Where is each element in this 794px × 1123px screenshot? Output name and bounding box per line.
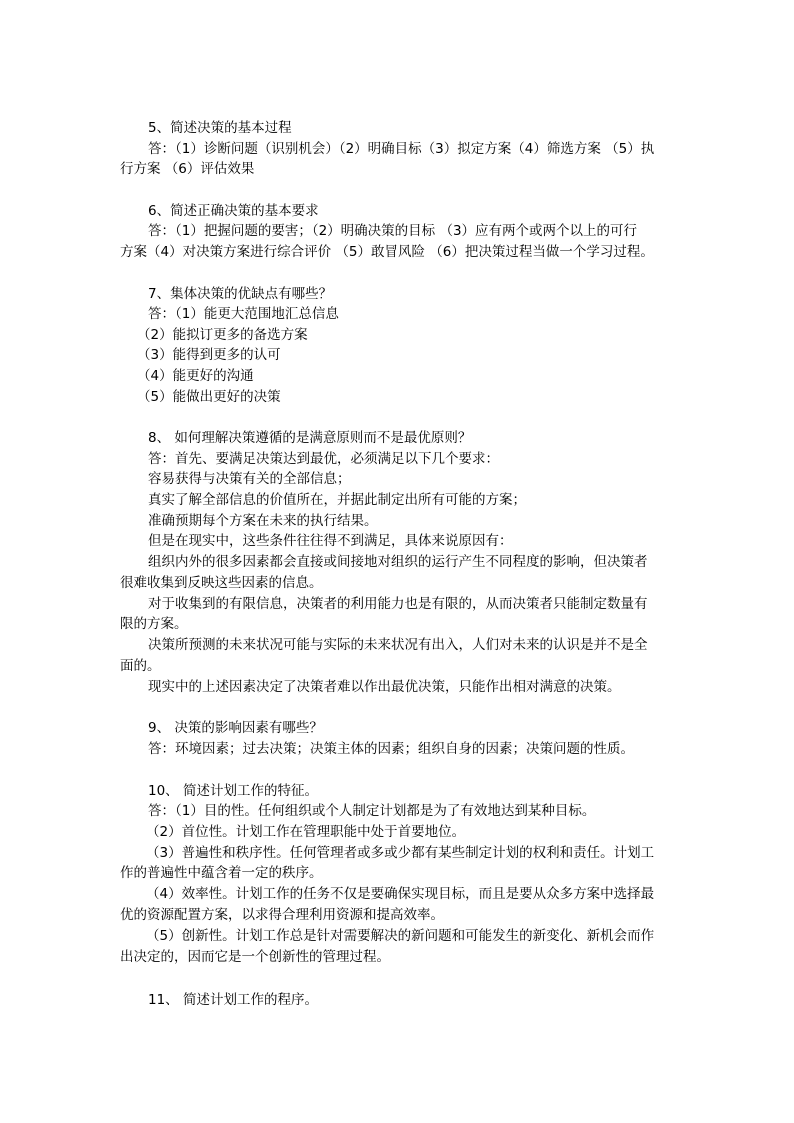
answer-line: 但是在现实中，这些条件往往得不到满足，具体来说原因有： [148, 533, 513, 549]
answer-line: 很难收集到反映这些因素的信息。 [120, 575, 323, 591]
answer-line: 答：（1）把握问题的要害；（2）明确决策的目标 （3）应有两个或两个以上的可行 [148, 223, 638, 239]
question-heading: 9、 决策的影响因素有哪些？ [148, 720, 323, 736]
answer-line: （4）能更好的沟通 [137, 368, 254, 384]
answer-line: 答：（1）诊断问题（识别机会）（2）明确目标（3）拟定方案（4）筛选方案 （5）执 [148, 141, 655, 157]
question-heading: 7、集体决策的优缺点有哪些？ [148, 286, 333, 302]
answer-line: 答：环境因素；过去决策；决策主体的因素；组织自身的因素；决策问题的性质。 [148, 741, 634, 757]
answer-line: 方案（4）对决策方案进行综合评价 （5）敢冒风险 （6）把决策过程当做一个学习过程。 [120, 244, 654, 260]
answer-line: 答：（1）目的性。任何组织或个人制定计划都是为了有效地达到某种目标。 [148, 803, 596, 819]
question-heading: 5、简述决策的基本过程 [148, 120, 292, 136]
question-heading: 8、 如何理解决策遵循的是满意原则而不是最优原则？ [148, 430, 472, 446]
answer-line: 真实了解全部信息的价值所在，并据此制定出所有可能的方案； [148, 492, 526, 508]
answer-line: 面的。 [120, 658, 161, 674]
question-heading: 11、 简述计划工作的程序。 [148, 992, 318, 1008]
answer-line: 决策所预测的未来状况可能与实际的未来状况有出入，人们对未来的认识是并不是全 [148, 637, 648, 653]
answer-line: 作的普遍性中蕴含着一定的秩序。 [120, 865, 323, 881]
answer-line: 现实中的上述因素决定了决策者难以作出最优决策，只能作出相对满意的决策。 [148, 679, 621, 695]
answer-line: 答：（1）能更大范围地汇总信息 [148, 306, 339, 322]
answer-line: 对于收集到的有限信息，决策者的利用能力也是有限的，从而决策者只能制定数量有 [148, 596, 648, 612]
answer-line: （3）能得到更多的认可 [137, 347, 281, 363]
answer-line: 优的资源配置方案，以求得合理利用资源和提高效率。 [120, 907, 444, 923]
answer-line: （5）创新性。计划工作总是针对需要解决的新问题和可能发生的新变化、新机会而作 [146, 928, 655, 944]
answer-line: （2）能拟订更多的备选方案 [137, 327, 308, 343]
answer-line: 限的方案。 [120, 616, 188, 632]
answer-line: 行方案 （6）评估效果 [120, 161, 255, 177]
question-heading: 10、 简述计划工作的特征。 [148, 783, 318, 799]
answer-line: （2）首位性。计划工作在管理职能中处于首要地位。 [146, 824, 466, 840]
answer-line: 容易获得与决策有关的全部信息； [148, 471, 351, 487]
answer-line: 答：首先、要满足决策达到最优，必须满足以下几个要求： [148, 451, 499, 467]
question-heading: 6、简述正确决策的基本要求 [148, 203, 319, 219]
answer-line: 出决定的，因而它是一个创新性的管理过程。 [120, 949, 390, 965]
answer-line: 组织内外的很多因素都会直接或间接地对组织的运行产生不同程度的影响，但决策者 [148, 554, 648, 570]
answer-line: 准确预期每个方案在未来的执行结果。 [148, 513, 378, 529]
answer-line: （5）能做出更好的决策 [137, 389, 281, 405]
answer-line: （3）普遍性和秩序性。任何管理者或多或少都有某些制定计划的权利和责任。计划工 [146, 845, 655, 861]
answer-line: （4）效率性。计划工作的任务不仅是要确保实现目标，而且是要从众多方案中选择最 [146, 886, 655, 902]
